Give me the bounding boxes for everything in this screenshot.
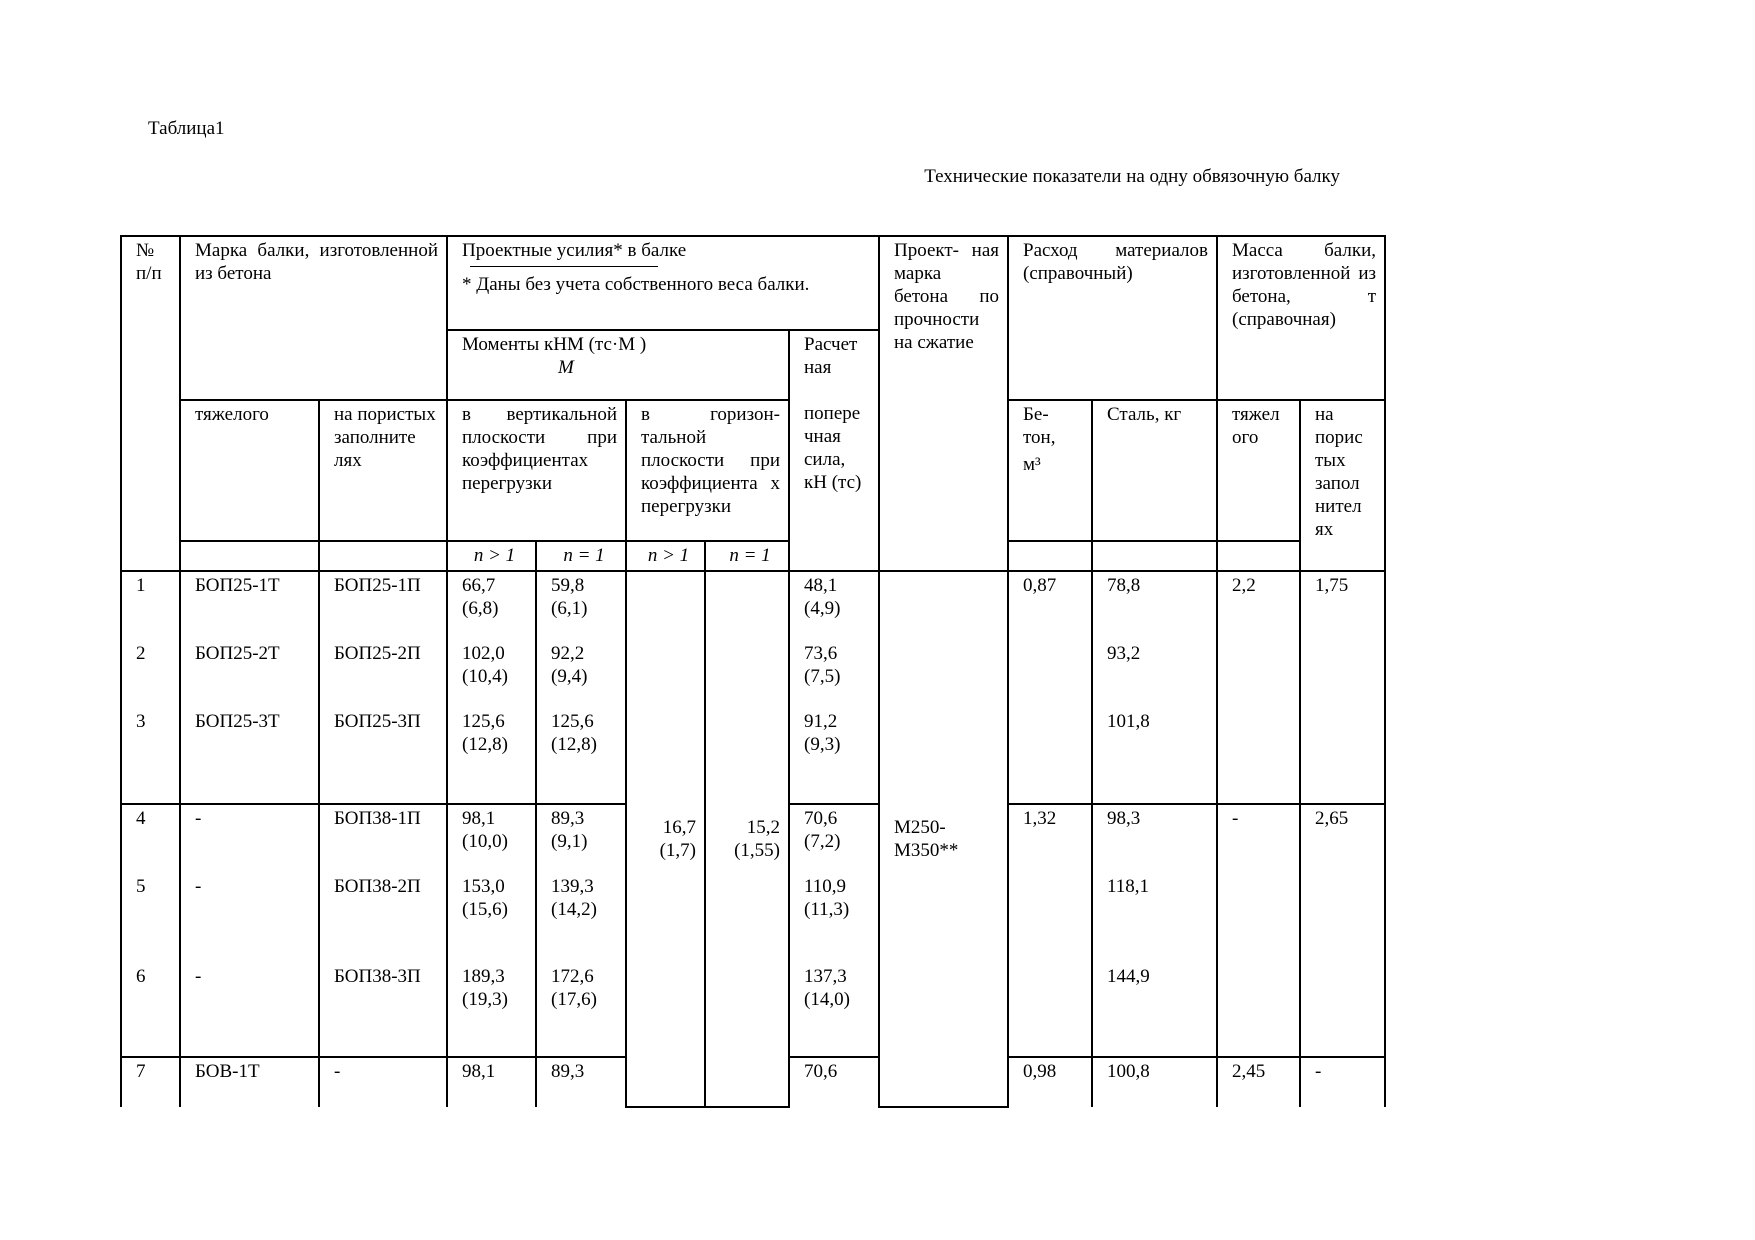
row-mass-porous: 2,65 [1300, 804, 1385, 873]
row-mass-porous: 1,75 [1300, 571, 1385, 640]
header-shear-bottom: попере чная сила, кН (тс) [789, 400, 879, 571]
row-shear: 91,2 (9,3) [789, 708, 879, 804]
row-mass-heavy [1217, 640, 1300, 708]
row-num: 3 [121, 708, 180, 804]
row-mass-porous [1300, 873, 1385, 963]
row-mass-heavy: 2,45 [1217, 1057, 1300, 1107]
row-steel: 98,3 [1092, 804, 1217, 873]
row-steel: 144,9 [1092, 963, 1217, 1057]
row-num: 2 [121, 640, 180, 708]
row-num: 7 [121, 1057, 180, 1107]
header-concrete-label: Бе- тон, [1023, 404, 1056, 448]
header-mark-porous: на пористых заполните лях [319, 400, 447, 541]
header-forces [447, 236, 879, 330]
row-mass-heavy [1217, 963, 1300, 1057]
row-concrete [1008, 963, 1092, 1057]
row-moment-vertical-n-gt1: 98,1 [447, 1057, 536, 1107]
header-blank [1092, 541, 1217, 571]
header-concrete-volume [1008, 400, 1092, 541]
row-heavy: - [180, 804, 319, 873]
row-porous: БОП38-2П [319, 873, 447, 963]
row-moment-vertical-n-eq1: 59,8 (6,1) [536, 571, 626, 640]
header-concrete-unit: м³ [1023, 454, 1041, 475]
row-mass-heavy: 2,2 [1217, 571, 1300, 640]
table-row [121, 571, 1385, 640]
row-shear: 48,1 (4,9) [789, 571, 879, 640]
row-steel: 100,8 [1092, 1057, 1217, 1107]
row-mass-heavy [1217, 873, 1300, 963]
row-porous: БОП25-3П [319, 708, 447, 804]
header-concrete-grade: Проект- ная марка бетона по прочности на сжатие [879, 236, 1008, 571]
header-n-gt1: n > 1 [626, 541, 705, 571]
row-moment-vertical-n-eq1: 172,6 (17,6) [536, 963, 626, 1057]
row-shear: 70,6 (7,2) [789, 804, 879, 873]
row-concrete [1008, 873, 1092, 963]
row-mass-porous [1300, 708, 1385, 804]
header-mark-heavy: тяжелого [180, 400, 319, 541]
row-heavy: - [180, 873, 319, 963]
row-num: 5 [121, 873, 180, 963]
row-porous: БОП38-1П [319, 804, 447, 873]
row-concrete: 0,98 [1008, 1057, 1092, 1107]
row-moment-vertical-n-gt1: 98,1 (10,0) [447, 804, 536, 873]
header-forces-note: * Даны без учета собственного веса балки. [462, 274, 810, 295]
row-steel: 93,2 [1092, 640, 1217, 708]
header-n-gt1: n > 1 [447, 541, 536, 571]
header-moments [447, 330, 789, 400]
row-moment-vertical-n-eq1: 92,2 (9,4) [536, 640, 626, 708]
row-moment-vertical-n-eq1: 139,3 (14,2) [536, 873, 626, 963]
header-blank [1217, 541, 1300, 571]
row-heavy: БОП25-1Т [180, 571, 319, 640]
row-shear: 73,6 (7,5) [789, 640, 879, 708]
row-moment-vertical-n-eq1: 89,3 (9,1) [536, 804, 626, 873]
header-blank [1008, 541, 1092, 571]
header-steel: Сталь, кг [1092, 400, 1217, 541]
row-num: 6 [121, 963, 180, 1057]
row-concrete: 0,87 [1008, 571, 1092, 640]
row-moment-vertical-n-gt1: 153,0 (15,6) [447, 873, 536, 963]
horizontal-n-gt1-value: 16,7 (1,7) [626, 571, 705, 1107]
row-concrete: 1,32 [1008, 804, 1092, 873]
header-horizontal: в горизон- тальной плоскости при коэффициента х перегрузки [626, 400, 789, 541]
technical-table [120, 235, 1386, 1108]
header-vertical: в вертикальной плоскости при коэффициентах перегрузки [447, 400, 626, 541]
row-moment-vertical-n-gt1: 189,3 (19,3) [447, 963, 536, 1057]
row-moment-vertical-n-eq1: 89,3 [536, 1057, 626, 1107]
row-concrete [1008, 708, 1092, 804]
row-shear: 137,3 (14,0) [789, 963, 879, 1057]
table-caption: Таблица1 [148, 118, 225, 139]
row-mass-heavy: - [1217, 804, 1300, 873]
row-moment-vertical-n-eq1: 125,6 (12,8) [536, 708, 626, 804]
header-mass-heavy: тяжел ого [1217, 400, 1300, 541]
row-moment-vertical-n-gt1: 102,0 (10,4) [447, 640, 536, 708]
header-moments-label: Моменты кНМ (тс·М ) [462, 334, 647, 355]
row-heavy: БОП25-2Т [180, 640, 319, 708]
row-shear: 110,9 (11,3) [789, 873, 879, 963]
row-heavy: БОП25-3Т [180, 708, 319, 804]
row-porous: БОП25-1П [319, 571, 447, 640]
row-steel: 118,1 [1092, 873, 1217, 963]
row-mass-heavy [1217, 708, 1300, 804]
row-mass-porous [1300, 640, 1385, 708]
row-mass-porous [1300, 963, 1385, 1057]
header-shear-top: Расчет ная [789, 330, 879, 400]
horizontal-n-eq1-value: 15,2 (1,55) [705, 571, 789, 1107]
row-shear: 70,6 [789, 1057, 879, 1107]
row-mass-porous: - [1300, 1057, 1385, 1107]
row-steel: 101,8 [1092, 708, 1217, 804]
header-blank [319, 541, 447, 571]
row-porous: БОП38-3П [319, 963, 447, 1057]
header-materials: Расход материалов (справочный) [1008, 236, 1217, 400]
row-steel: 78,8 [1092, 571, 1217, 640]
row-heavy: - [180, 963, 319, 1057]
row-heavy: БОВ-1Т [180, 1057, 319, 1107]
row-porous: БОП25-2П [319, 640, 447, 708]
header-n-eq1: n = 1 [705, 541, 789, 571]
row-num: 4 [121, 804, 180, 873]
footnote-separator [470, 266, 658, 267]
header-mass: Масса балки, изготовленной из бетона, т (справочная) [1217, 236, 1385, 400]
header-n-eq1: n = 1 [536, 541, 626, 571]
document-title: Технические показатели на одну обвязочную балку [924, 166, 1340, 187]
row-concrete [1008, 640, 1092, 708]
row-moment-vertical-n-gt1: 66,7 (6,8) [447, 571, 536, 640]
header-blank [180, 541, 319, 571]
header-mass-porous: на порис тых запол нител ях [1300, 400, 1385, 571]
header-moments-symbol: M [558, 357, 574, 378]
row-porous: - [319, 1057, 447, 1107]
concrete-grade-value: М250- М350** [879, 571, 1008, 1107]
row-num: 1 [121, 571, 180, 640]
header-num: № п/п [121, 236, 180, 571]
header-forces-title: Проектные усилия* в балке [462, 240, 687, 261]
header-mark: Марка балки, изготовленной из бетона [180, 236, 447, 400]
row-moment-vertical-n-gt1: 125,6 (12,8) [447, 708, 536, 804]
